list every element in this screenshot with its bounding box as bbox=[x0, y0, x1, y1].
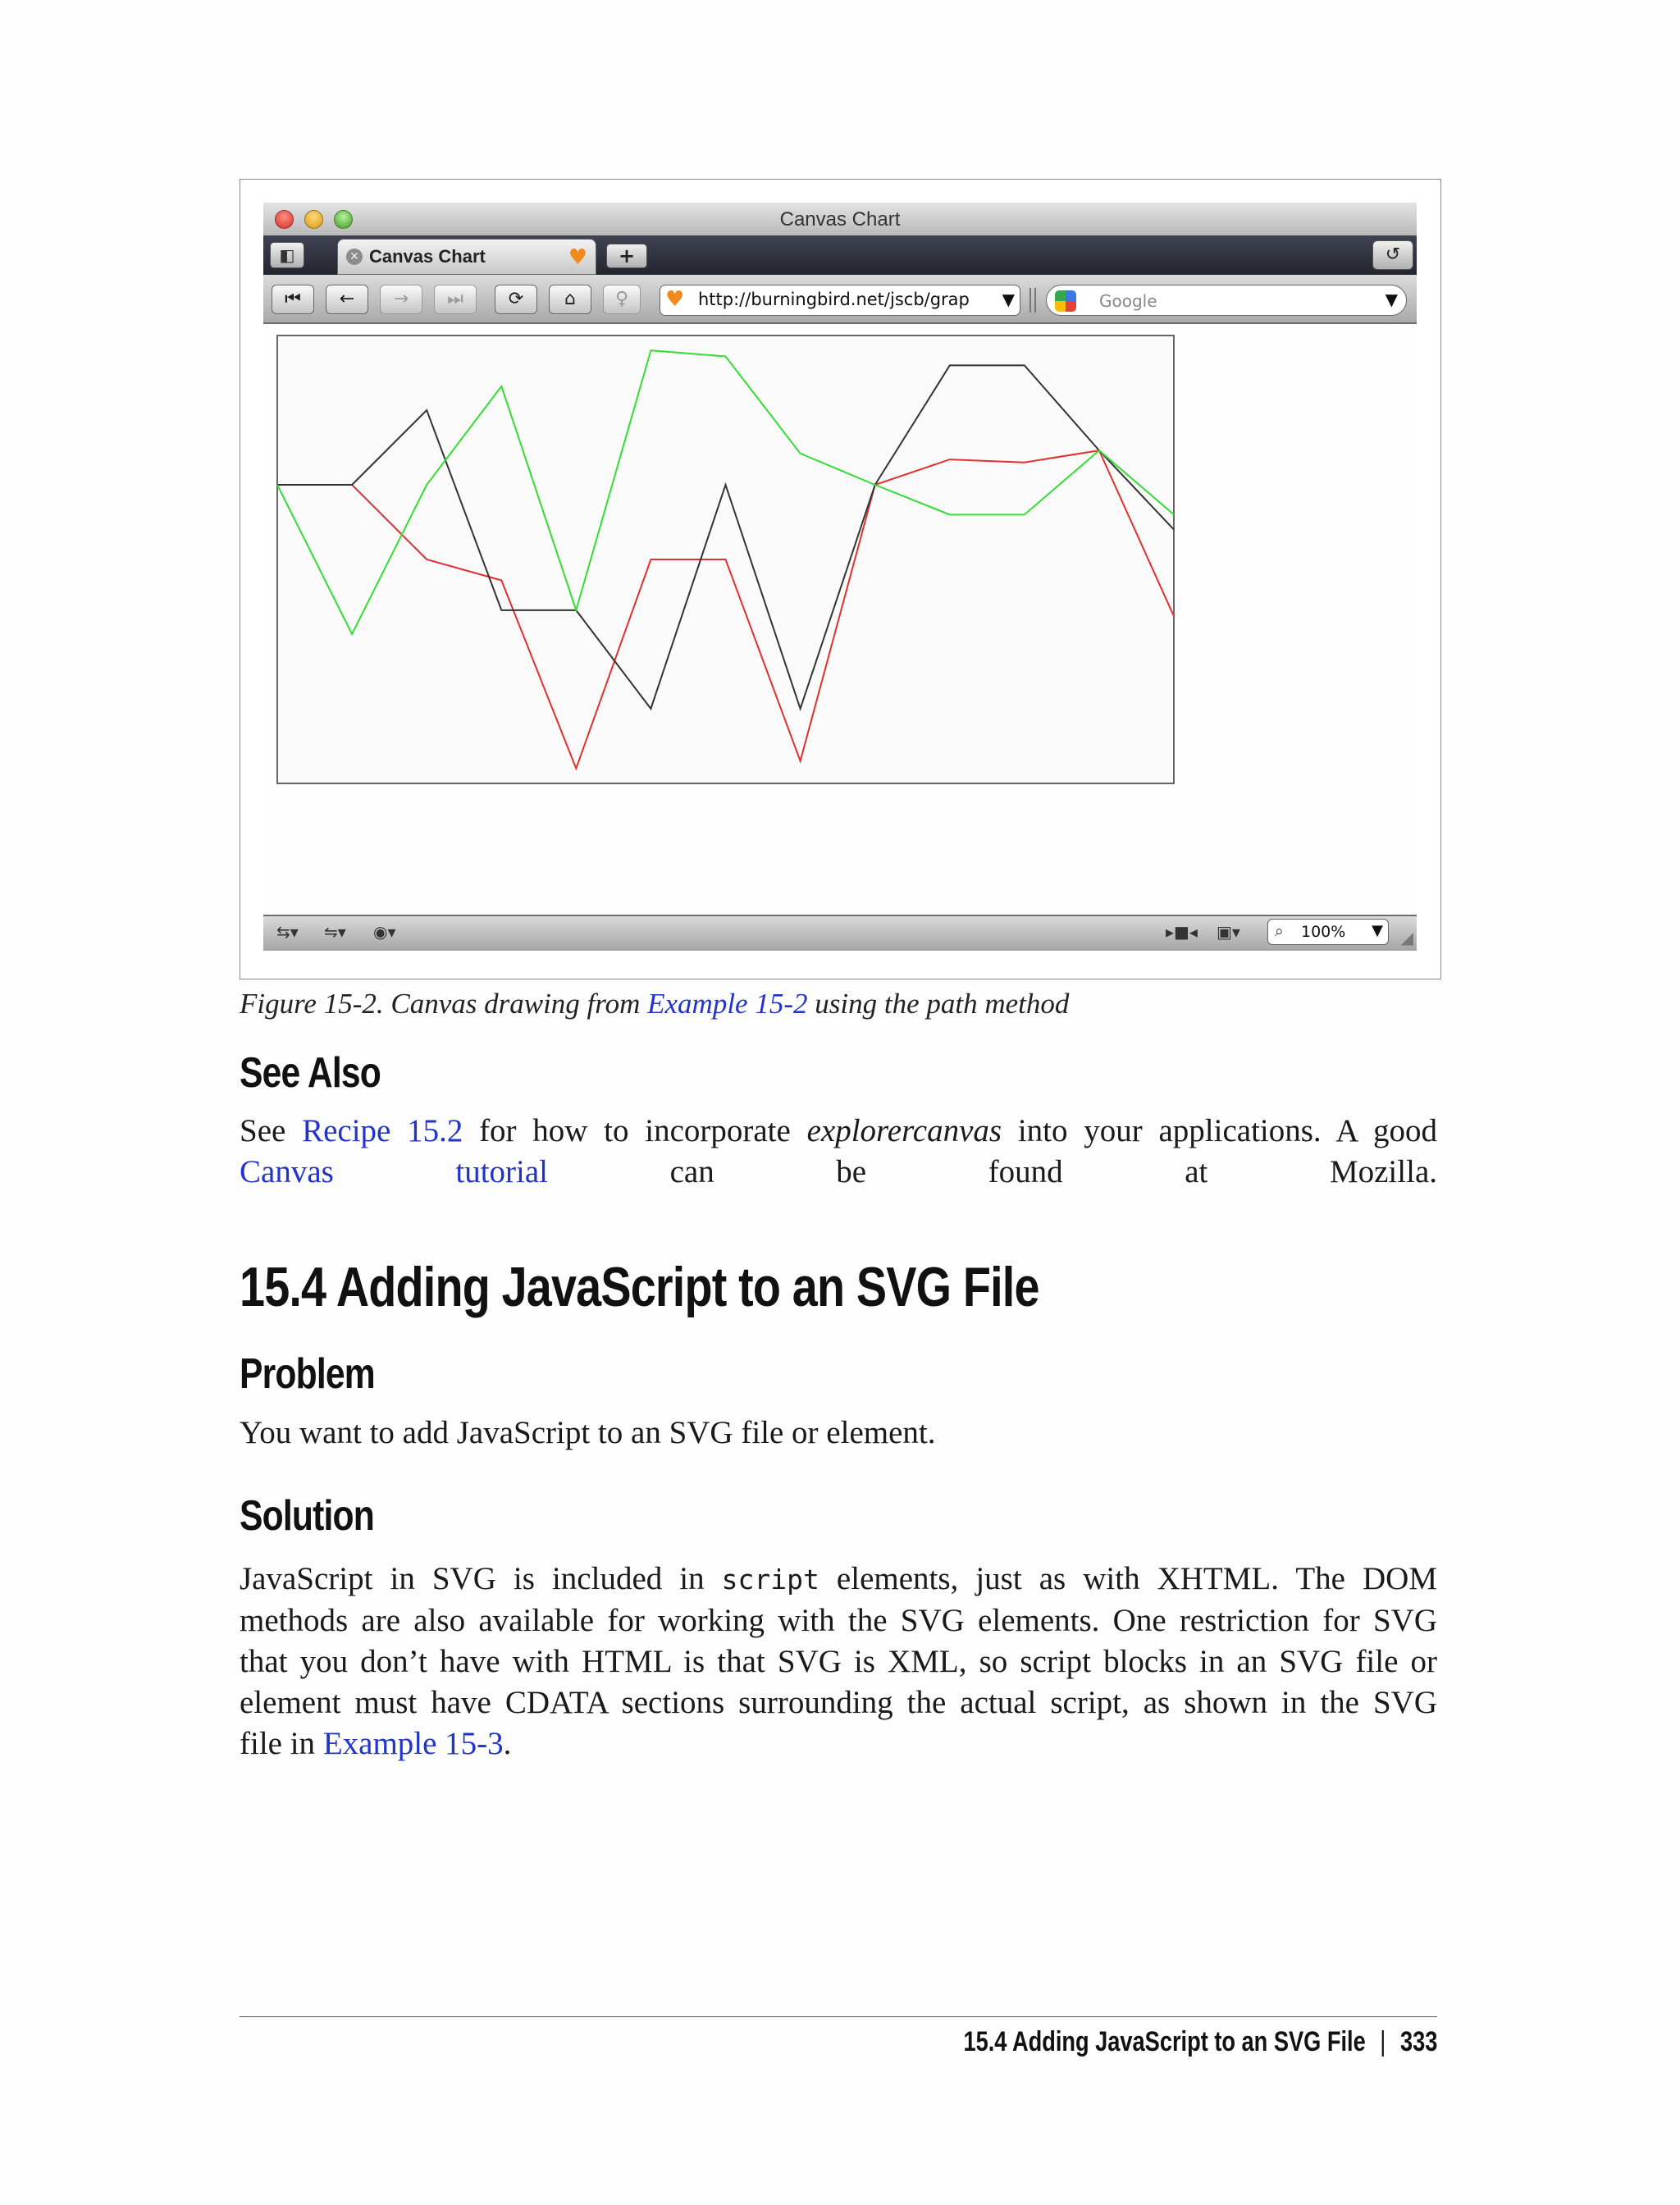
title-bar bbox=[263, 203, 1417, 236]
window-resize-icon[interactable]: ◢ bbox=[1400, 928, 1413, 947]
home-button[interactable]: ⌂ bbox=[549, 285, 591, 314]
solution-paragraph bbox=[240, 1559, 1437, 1764]
forward-button[interactable]: → bbox=[380, 285, 422, 314]
section-heading: 15.4 Adding JavaScript to an SVG File bbox=[240, 1256, 1039, 1318]
solution-heading: Solution bbox=[240, 1492, 374, 1540]
text-run: elements, just as with XHTML. The DOM bbox=[819, 1561, 1438, 1596]
network-icon[interactable]: ⇋▾ bbox=[324, 922, 346, 942]
zoom-control[interactable] bbox=[1267, 919, 1389, 945]
see-also-line-1 bbox=[240, 1111, 1437, 1152]
problem-text: You want to add JavaScript to an SVG file or element. bbox=[240, 1415, 936, 1450]
figure-frame bbox=[240, 179, 1441, 979]
text-run: for how to incorporate bbox=[463, 1113, 807, 1148]
new-tab-button[interactable]: + bbox=[606, 244, 647, 268]
text-run: can be found at Mozilla. bbox=[548, 1154, 1437, 1189]
status-bar bbox=[263, 915, 1417, 951]
recipe-link[interactable]: Recipe 15.2 bbox=[302, 1113, 463, 1148]
resize-handle[interactable] bbox=[1029, 288, 1036, 313]
reload-button[interactable]: ⟳ bbox=[495, 285, 537, 314]
text-run: JavaScript in SVG is included in bbox=[240, 1561, 722, 1596]
chevron-down-icon[interactable]: ▼ bbox=[1372, 922, 1383, 939]
text-run: . bbox=[503, 1726, 512, 1761]
see-also-paragraph bbox=[240, 1111, 1437, 1193]
favicon-icon: ♥ bbox=[568, 245, 587, 270]
solution-line-4: element must have CDATA sections surrounding the actual script, as shown in the SVG bbox=[240, 1685, 1437, 1720]
magnifier-icon: ⌕ bbox=[1275, 922, 1284, 940]
bookmark-icon[interactable]: ♀ bbox=[603, 285, 641, 314]
sidebar-toggle-icon[interactable]: ◧ bbox=[270, 242, 304, 268]
footer-title: 15.4 Adding JavaScript to an SVG File bbox=[963, 2026, 1366, 2057]
last-page-icon[interactable]: ⏭ bbox=[434, 285, 477, 314]
browser-window bbox=[263, 203, 1417, 949]
tab-bar bbox=[263, 235, 1417, 275]
first-page-icon[interactable]: ⏮ bbox=[272, 285, 314, 314]
media-icon[interactable]: ▸■◂ bbox=[1166, 922, 1198, 942]
text-run: file in bbox=[240, 1726, 323, 1761]
canvas-tutorial-link[interactable]: Canvas tutorial bbox=[240, 1154, 549, 1189]
see-also-line-2 bbox=[240, 1152, 1437, 1193]
address-bar[interactable] bbox=[660, 285, 1020, 316]
zoom-level: 100% bbox=[1301, 923, 1346, 941]
image-icon[interactable]: ▣▾ bbox=[1217, 922, 1240, 942]
search-engine-icon[interactable] bbox=[1055, 290, 1076, 312]
text-run: into your applications. A good bbox=[1002, 1113, 1438, 1148]
canvas-chart bbox=[263, 322, 1417, 915]
code-script: script bbox=[721, 1564, 819, 1596]
example-link[interactable]: Example 15-3 bbox=[322, 1726, 504, 1761]
tab-close-icon[interactable]: ✕ bbox=[346, 249, 363, 265]
solution-line-1 bbox=[240, 1559, 1437, 1600]
page-number: 333 bbox=[1399, 2026, 1437, 2057]
emphasis-text: explorercanvas bbox=[806, 1113, 1002, 1148]
footer-rule bbox=[240, 2016, 1437, 2017]
solution-line-2: methods are also available for working with the SVG elements. One restriction for SVG bbox=[240, 1603, 1437, 1638]
search-placeholder: Google bbox=[1099, 291, 1157, 311]
url-text: http://burningbird.net/jscb/grap bbox=[698, 290, 970, 309]
chevron-down-icon[interactable]: ▼ bbox=[1385, 290, 1398, 309]
caption-suffix: using the path method bbox=[807, 988, 1070, 1020]
footer-separator: | bbox=[1379, 2026, 1386, 2057]
tab-label: Canvas Chart bbox=[369, 246, 486, 267]
solution-line-5 bbox=[240, 1723, 1437, 1764]
problem-heading: Problem bbox=[240, 1350, 375, 1398]
tab-canvas-chart[interactable] bbox=[337, 239, 596, 275]
text-run: See bbox=[240, 1113, 303, 1148]
caption-example-link[interactable]: Example 15-2 bbox=[647, 988, 808, 1020]
navigation-bar bbox=[263, 275, 1417, 324]
history-icon[interactable]: ↺ bbox=[1372, 240, 1413, 270]
solution-line-3: that you don’t have with HTML is that SVG is XML, so script blocks in an SVG file or bbox=[240, 1644, 1437, 1679]
back-button[interactable]: ← bbox=[326, 285, 368, 314]
window-title: Canvas Chart bbox=[779, 208, 901, 231]
globe-icon[interactable]: ◉▾ bbox=[373, 922, 396, 942]
chevron-down-icon[interactable]: ▼ bbox=[1002, 290, 1015, 309]
caption-prefix: Figure 15-2. Canvas drawing from bbox=[240, 988, 648, 1020]
figure-caption bbox=[240, 988, 1069, 1020]
site-icon: ♥ bbox=[665, 287, 685, 312]
search-field[interactable] bbox=[1046, 285, 1407, 316]
running-footer bbox=[963, 2026, 1437, 2058]
sync-icon[interactable]: ⇆▾ bbox=[276, 922, 299, 942]
see-also-heading: See Also bbox=[240, 1049, 381, 1097]
